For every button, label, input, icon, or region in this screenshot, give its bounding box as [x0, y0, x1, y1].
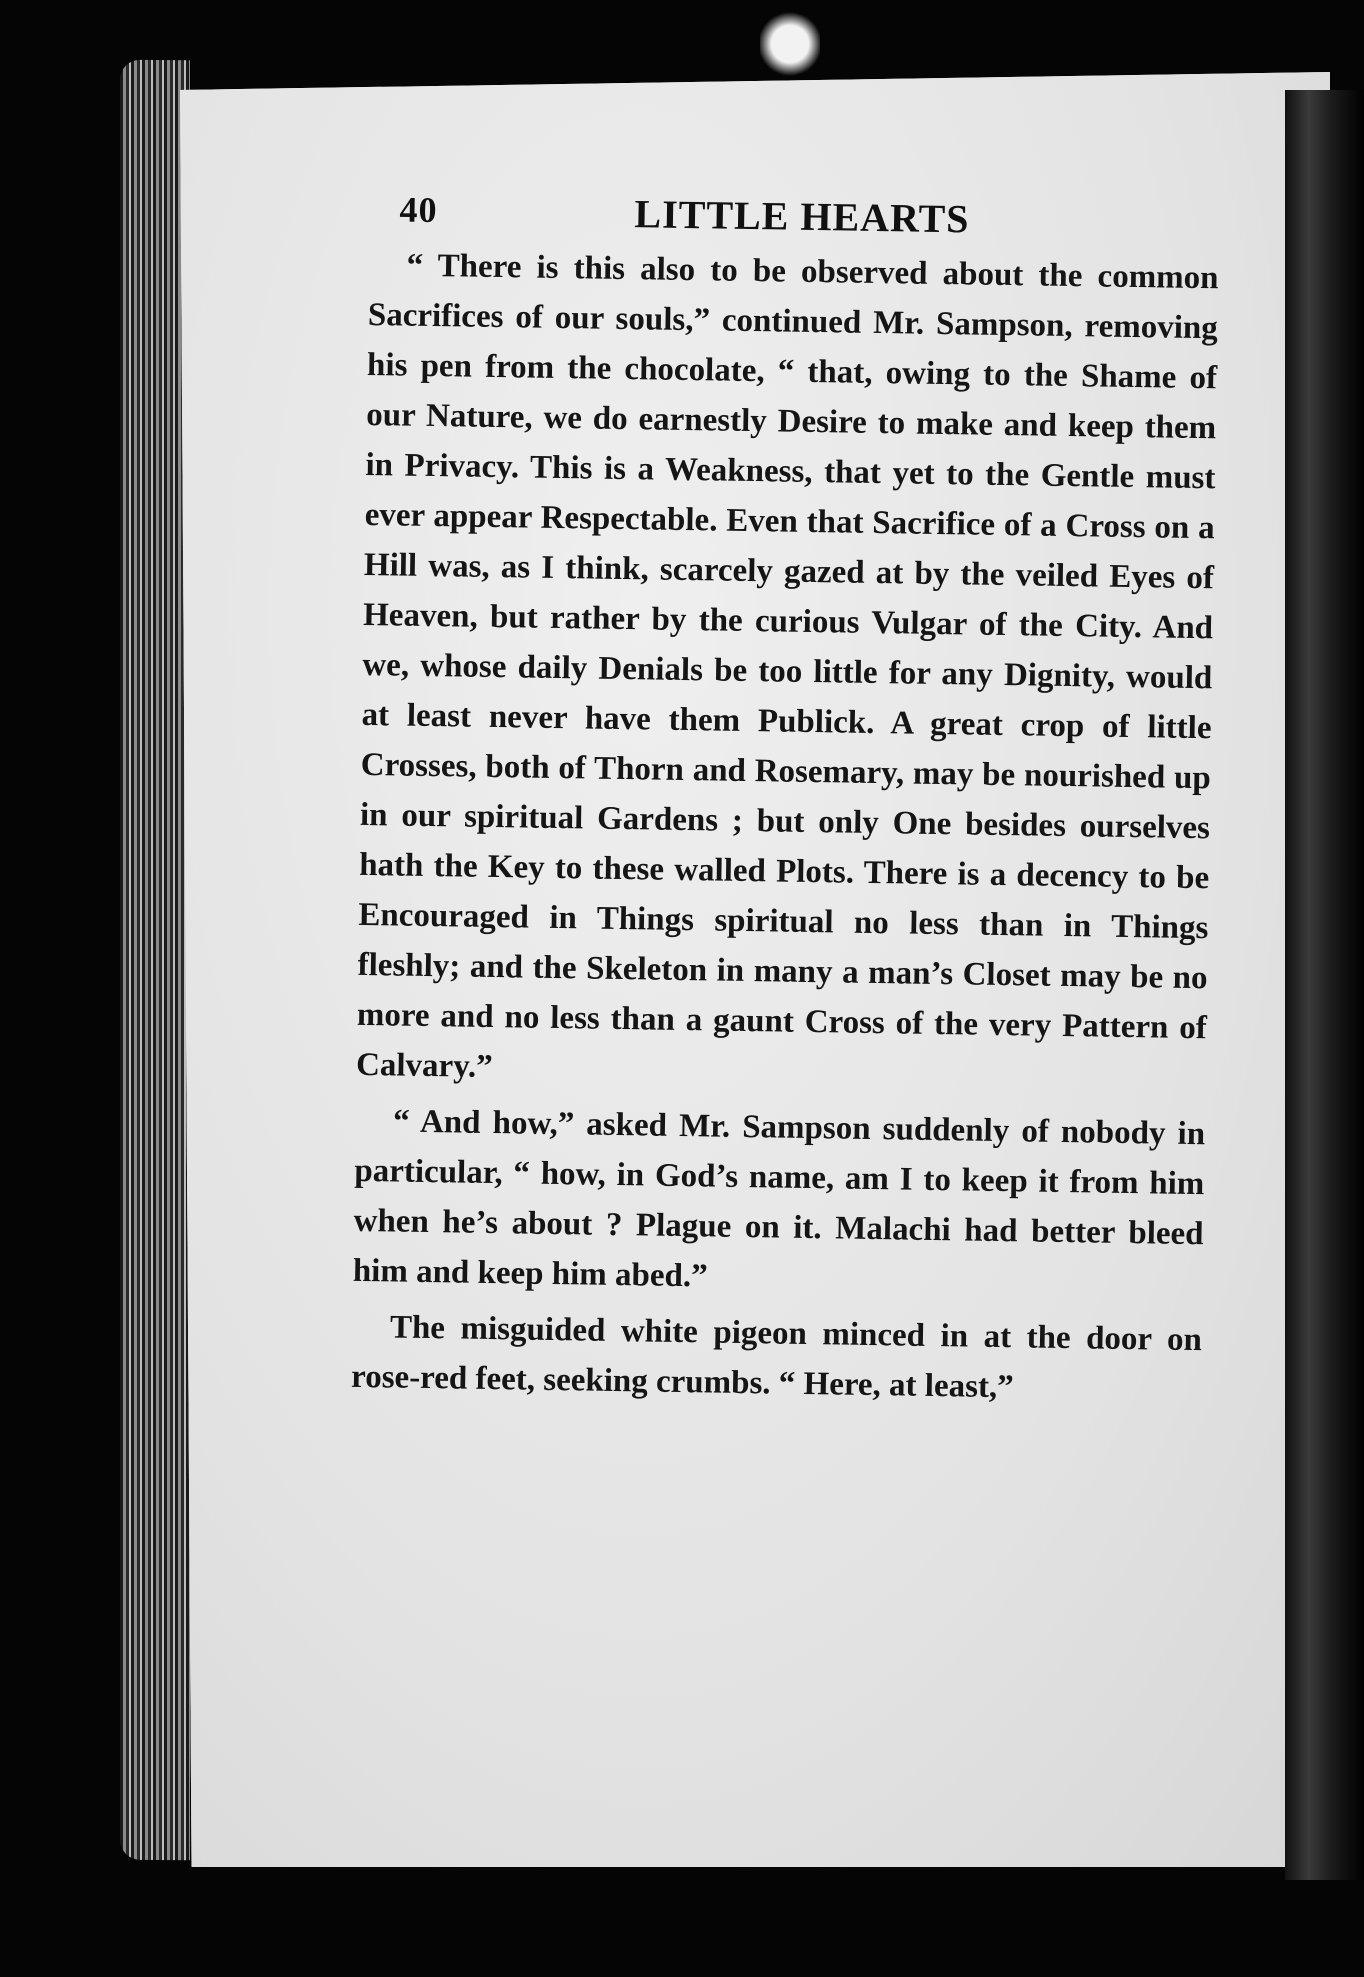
paragraph: “ There is this also to be observed about the common Sacrifices of our souls,” continued Mr. Sampson, removing his pen from the chocolate, “ that, owing to the Shame of our Nature, we do earnestly Desire to make and keep them in Privacy. This is a Weakness, that yet to the Gentle must ever appear Respectable. Even that Sacrifice of a Cross on a Hill was, as I think, scarcely gazed at by the veiled Eyes of Heaven, but rather by the curious Vulgar of the City. And we, whose daily Denials be too little for any Dignity, would at least never have them Publick. A great crop of little Crosses, both of Thorn and Rosemary, may be nourished up in our spiritual Gardens ; but only One besides ourselves hath the Key to these walled Plots. There is a decency to be Encouraged in Things spiritual no less than in Things fleshly; and the Skeleton in many a man’s Closet may be no more and no less than a gaunt Cross of the very Pattern of Calvary.”	[355, 247, 1219, 1086]
page-text-block	[351, 180, 1220, 1415]
book-binding-edge	[120, 60, 190, 1861]
page-number: 40	[399, 189, 438, 231]
paragraph: “ And how,” asked Mr. Sampson suddenly of nobody in particular, “ how, in God’s name, am I to keep it from him when he’s about ? Plague on it. Malachi had better bleed him and keep him abed.”	[352, 1103, 1206, 1295]
paragraph: The misguided white pigeon minced in at the door on rose-red feet, seeking crumbs. “ Here, at least,”	[350, 1309, 1203, 1406]
facing-page-edge	[1285, 90, 1364, 1880]
running-title: LITTLE HEARTS	[634, 191, 970, 242]
scan-artifact	[760, 0, 820, 80]
